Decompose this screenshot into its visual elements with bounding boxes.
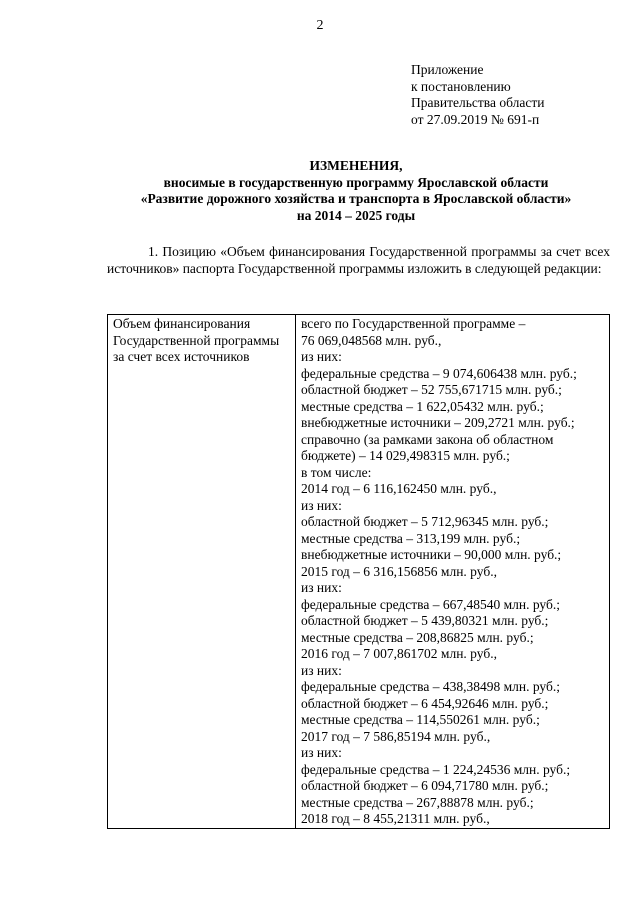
value-line: местные средства – 114,550261 млн. руб.;: [301, 712, 540, 727]
value-line: в том числе:: [301, 464, 372, 480]
title-line: на 2014 – 2025 годы: [296, 207, 416, 223]
value-line: 2014 год – 6 116,162450 млн. руб.,: [301, 481, 497, 496]
funding-values-cell: [296, 315, 610, 829]
funding-label-cell: Объем финансирования Государственной программы за счет всех источников: [108, 315, 296, 829]
table-row: [108, 315, 610, 829]
value-line: 76 069,048568 млн. руб.,: [301, 332, 442, 348]
value-line: из них:: [301, 580, 342, 595]
value-line: внебюджетные источники – 90,000 млн. руб.;: [301, 547, 562, 562]
value-line: федеральные средства – 9 074,606438 млн. руб.;: [301, 365, 577, 381]
value-line: из них:: [301, 349, 342, 364]
value-line: из них:: [301, 497, 342, 513]
value-line: бюджете) – 14 029,498315 млн. руб.;: [301, 448, 510, 463]
funding-table: [107, 314, 610, 829]
value-line: справочно (за рамками закона об областном: [301, 431, 554, 447]
value-line: местные средства – 267,88878 млн. руб.;: [301, 794, 534, 810]
value-line: областной бюджет – 52 755,671715 млн. руб.;: [301, 382, 562, 397]
value-line: 2016 год – 7 007,861702 млн. руб.,: [301, 646, 497, 661]
value-line: местные средства – 313,199 млн. руб.;: [301, 530, 521, 546]
value-line: внебюджетные источники – 209,2721 млн. руб.;: [301, 415, 575, 430]
value-line: областной бюджет – 5 712,96345 млн. руб.;: [301, 514, 549, 529]
value-line: 2018 год – 8 455,21311 млн. руб.,: [301, 811, 490, 826]
value-line: областной бюджет – 6 454,92646 млн. руб.;: [301, 695, 549, 711]
appendix-line: Приложение: [411, 62, 484, 77]
title-heading: ИЗМЕНЕНИЯ,: [309, 158, 403, 173]
value-line: федеральные средства – 1 224,24536 млн. руб.;: [301, 761, 571, 777]
value-line: федеральные средства – 438,38498 млн. руб.;: [301, 679, 560, 694]
value-line: 2015 год – 6 316,156856 млн. руб.,: [301, 563, 497, 579]
value-line: местные средства – 208,86825 млн. руб.;: [301, 629, 534, 645]
value-line: федеральные средства – 667,48540 млн. руб.;: [301, 596, 560, 612]
appendix-line: к постановлению: [411, 78, 511, 94]
appendix-line: Правительства области: [411, 95, 545, 110]
document-title: [100, 158, 612, 224]
title-line: вносимые в государственную программу Ярославской области: [163, 174, 549, 190]
value-line: областной бюджет – 6 094,71780 млн. руб.;: [301, 778, 549, 793]
title-line: «Развитие дорожного хозяйства и транспорта в Ярославской области»: [140, 191, 572, 206]
value-line: местные средства – 1 622,05432 млн. руб.;: [301, 398, 544, 414]
appendix-reference: [411, 62, 544, 128]
value-line: 2017 год – 7 586,85194 млн. руб.,: [301, 728, 491, 744]
value-line: всего по Государственной программе –: [301, 316, 526, 331]
appendix-line: от 27.09.2019 № 691-п: [411, 111, 540, 127]
page-number: 2: [316, 18, 324, 33]
value-line: из них:: [301, 662, 342, 678]
paragraph-1: 1. Позицию «Объем финансирования Государственной программы за счет всех источников» паспорта Государственной программы изложить в следующей редакции:: [107, 244, 610, 276]
value-line: областной бюджет – 5 439,80321 млн. руб.;: [301, 613, 549, 628]
value-line: из них:: [301, 745, 342, 760]
